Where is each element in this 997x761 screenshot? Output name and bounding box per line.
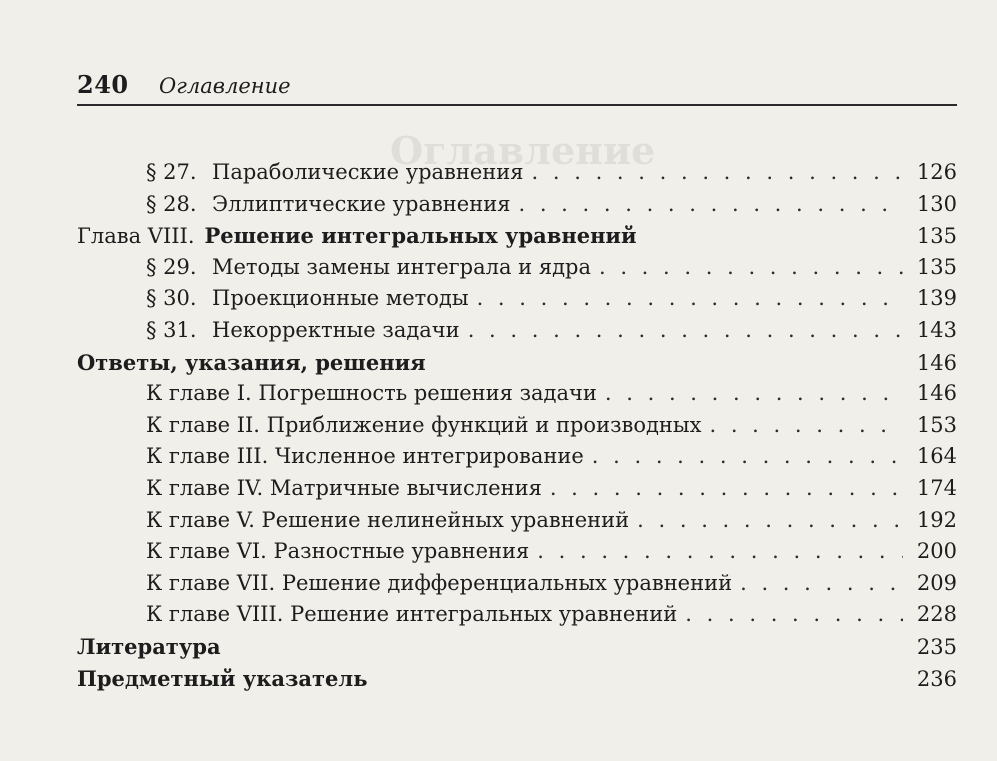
dot-leader [537,539,903,563]
toc-entry-label [146,602,677,626]
toc-entry-page: 143 [916,318,957,342]
toc-entry-title: Предметный указатель [77,665,368,691]
toc-entry-page: 164 [916,444,957,469]
toc-entry-title: Эллиптические уравнения [212,191,511,216]
toc-entry [146,444,957,476]
toc-entry-label [146,160,524,184]
toc-entry-label [146,381,597,405]
toc-entry-page: 135 [916,254,957,279]
toc-entry-title: К главе VII. Решение дифференциальных уравнений [146,570,733,595]
toc-entry-page: 146 [916,350,957,375]
dot-leader [532,160,903,184]
dot-leader [709,413,903,437]
toc-entry [146,539,957,571]
toc-entry-title: К главе III. Численное интегрирование [146,444,584,469]
toc-entry-page: 192 [916,507,957,532]
toc-entry-page: 235 [916,635,957,659]
toc-entry-title: Ответы, указания, решения [77,349,426,375]
toc-entry-title: К главе II. Приближение функций и производных [146,412,702,437]
toc-entry-title: К главе IV. Матричные вычисления [146,476,542,500]
toc-entry [146,255,957,287]
toc-entry-label [146,444,584,468]
toc-entry-page: 135 [916,224,957,249]
dot-leader [740,571,903,595]
dot-leader [599,255,903,279]
toc-entry-label [146,318,460,342]
toc-entry-prefix: § 27. [146,160,197,184]
toc-entry-title: К главе VIII. Решение интегральных уравнений [146,602,678,627]
toc-entry-label [77,666,367,691]
dot-leader [685,602,903,626]
running-header [77,68,957,106]
toc-entry-label [146,539,529,563]
dot-leader [468,318,903,342]
toc-entry-page: 228 [916,602,957,627]
toc-entry-title: Параболические уравнения [212,160,524,184]
toc-entry [146,318,957,350]
toc-entry-label [146,571,732,595]
toc-entry-page: 153 [916,412,957,437]
toc-entry [146,602,957,634]
toc-entry-page: 130 [916,191,957,216]
toc-entry-label [146,286,469,310]
toc-entry [146,160,957,192]
toc-entry-label [146,476,542,500]
dot-leader [592,444,903,468]
running-title: Оглавление [159,74,291,98]
toc-entry-title: К главе VI. Разностные уравнения [146,539,530,564]
dot-leader [477,286,903,310]
toc-entry-title: Проекционные методы [212,286,469,311]
toc-entry-title: Некорректные задачи [212,318,460,342]
toc-entry [77,223,957,255]
bleed-through-text: Оглавление [390,128,656,173]
toc-entry-label [77,350,426,375]
toc-entry-prefix: § 30. [146,286,197,311]
dot-leader [518,192,903,216]
toc-entry [146,476,957,508]
toc-entry-page: 236 [916,666,957,691]
page-number: 240 [77,70,129,99]
dot-leader [637,508,903,532]
toc-entry-label [146,192,510,216]
toc-entry-prefix: § 28. [146,191,197,216]
toc-entry [146,571,957,603]
toc-entry-label [146,508,629,532]
toc-entry-page: 126 [916,160,957,184]
toc-entry [146,286,957,318]
dot-leader [605,381,903,405]
toc-entry-title: К главе I. Погрешность решения задачи [146,381,597,406]
toc-entry-page: 174 [916,476,957,500]
toc-entry-label [77,223,637,248]
toc-entry-title: Литература [77,634,221,659]
toc-entry [146,413,957,445]
toc-entry-label [146,413,701,437]
toc-entry-prefix: § 29. [146,254,197,279]
toc-entry-label [146,255,591,279]
toc-entry [77,350,957,382]
toc-entry-title: К главе V. Решение нелинейных уравнений [146,507,630,532]
toc-entry [146,381,957,413]
toc-entry-prefix: Глава VIII. [77,224,195,249]
toc-entry-title: Методы замены интеграла и ядра [212,254,591,279]
toc-entry [77,634,957,666]
toc-entry-page: 200 [916,539,957,564]
toc-entry [77,666,957,698]
toc-entry-page: 146 [916,381,957,406]
toc-entry [146,192,957,224]
toc-entry-page: 209 [916,570,957,595]
toc-entry-label [77,634,221,659]
toc-entry [146,508,957,540]
dot-leader [550,476,903,500]
toc-entry-title: Решение интегральных уравнений [204,223,637,249]
toc-entry-page: 139 [916,286,957,311]
toc-entry-prefix: § 31. [146,318,197,342]
